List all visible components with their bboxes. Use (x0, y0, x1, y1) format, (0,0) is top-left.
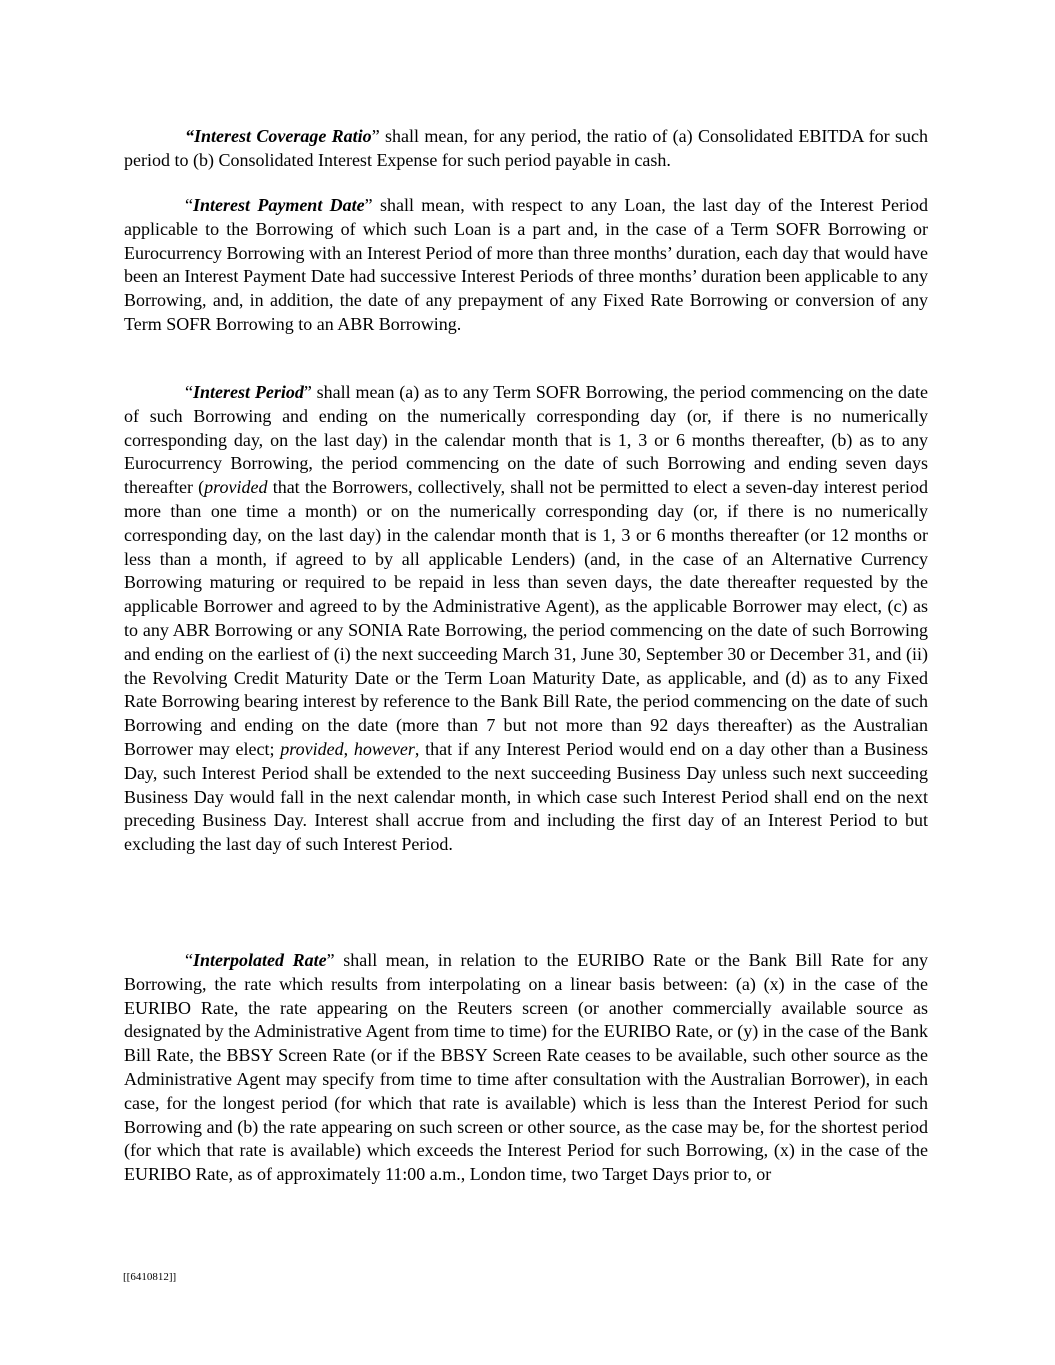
definition-text: , that if any Interest Period would end on a day other than a Business Day, such Interest Period shall be extended to the next succeeding Business Day unless such next succeeding Business Day would fall in the next calendar month, in which case such Interest Period shall end on the next preceding Business Day. Interest shall accrue from and including the first day of an Interest Period to but excluding the last day of such Interest Period. (124, 738, 929, 855)
definition-interest-period (124, 381, 928, 857)
italic-provided: provided (204, 477, 268, 498)
definition-text: , (343, 738, 354, 759)
defined-term: Interest Coverage Ratio (194, 126, 372, 146)
term-open-quote: “ (185, 950, 193, 970)
defined-term: Interpolated Rate (193, 950, 327, 970)
definition-text: ” shall mean (a) as to any Term SOFR Borrowing, the period commencing on the date of such Borrowing and ending on the numerically corresponding day (or, if there is no numerically corresponding day, on the last day) in the calendar month that is 1, 3 or 6 months thereafter, (b) as to any Eurocurrency Borrowing, the period commencing on the date of such Borrowing and ending seven days thereafter ( (124, 382, 928, 498)
definition-text: ” shall mean, for any period, the ratio of (a) Consolidated EBITDA for such period to (b) Consolidated Interest Expense for such period payable in cash. (124, 126, 928, 170)
defined-term: Interest Payment Date (193, 195, 365, 215)
definition-interpolated-rate (124, 949, 928, 1187)
term-open-quote: “ (185, 126, 194, 146)
definition-text: that the Borrowers, collectively, shall not be permitted to elect a seven-day interest period more than one time a month) or on the numerically corresponding day (or, if there is no numerically corresponding day, on the last day) in the calendar month that is 1, 3 or 6 months thereafter (or 12 months or less than a month, if agreed to by all applicable Lenders) (and, in the case of an Alternative Currency Borrowing maturing or required to be repaid in less than seven days, the date thereafter requested by the applicable Borrower and agreed to by the Administrative Agent), as the applicable Borrower may elect, (c) as to any ABR Borrowing or any SONIA Rate Borrowing, the period commencing on the date of such Borrowing and ending on the earliest of (i) the next succeeding March 31, June 30, September 30 or December 31, and (ii) the Revolving Credit Maturity Date or the Term Loan Maturity Date, as applicable, and (d) as to any Fixed Rate Borrowing bearing interest by reference to the Bank Bill Rate, the period commencing on the date of such Borrowing and ending on the date (more than 7 but not more than 92 days thereafter) as the Australian Borrower may elect; (124, 477, 928, 759)
footer-doc-id: [[6410812]] (123, 1271, 177, 1283)
italic-provided: provided (280, 738, 344, 759)
term-open-quote: “ (185, 195, 193, 215)
definition-text: ” shall mean, in relation to the EURIBO Rate or the Bank Bill Rate for any Borrowing, the rate which results from interpolating on a linear basis between: (a) (x) in the case of the EURIBO Rate, the rate appearing on the Reuters screen (or another commercially available source as designated by the Administrative Agent from time to time) for the EURIBO Rate, or (y) in the case of the Bank Bill Rate, the BBSY Screen Rate (or if the BBSY Screen Rate ceases to be available, such other source as the Administrative Agent may specify from time to time after consultation with the Australian Borrower), in each case, for the longest period (for which that rate is available) which is less than the Interest Period for such Borrowing and (b) the rate appearing on such screen or other source, as the case may be, for the shortest period (for which that rate is available) which exceeds the Interest Period for such Borrowing, (x) in the case of the EURIBO Rate, as of approximately 11:00 a.m., London time, two Target Days prior to, or (124, 950, 929, 1185)
definition-text: ” shall mean, with respect to any Loan, the last day of the Interest Period applicable to the Borrowing of which such Loan is a part and, in the case of a Term SOFR Borrowing or Eurocurrency Borrowing with an Interest Period of more than three months’ duration, each day that would have been an Interest Payment Date had successive Interest Periods of three months’ duration been applicable to any Borrowing, and, in addition, the date of any prepayment of any Fixed Rate Borrowing or conversion of any Term SOFR Borrowing to an ABR Borrowing. (124, 195, 929, 334)
defined-term: Interest Period (193, 382, 304, 402)
definition-interest-payment-date (124, 194, 928, 337)
term-open-quote: “ (185, 382, 193, 402)
definition-interest-coverage-ratio (124, 125, 928, 173)
italic-however: however (353, 738, 415, 759)
